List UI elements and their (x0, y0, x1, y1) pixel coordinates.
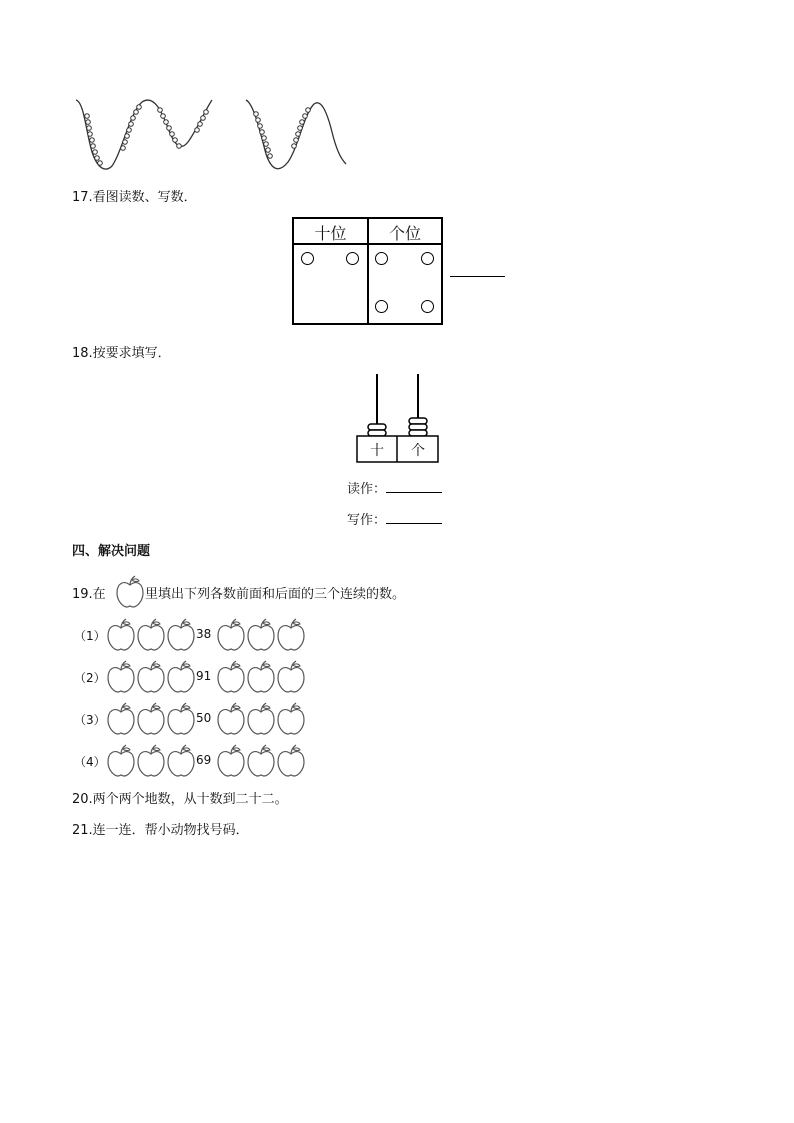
answer-blank-17[interactable] (450, 276, 505, 277)
apple-answer-icon[interactable] (217, 659, 245, 693)
apple-answer-icon[interactable] (107, 659, 135, 693)
given-number: 50 (196, 711, 212, 725)
place-value-chart (292, 217, 443, 325)
question-20: 20.两个两个地数，从十数到二十二。 (72, 792, 288, 807)
ones-counter-circle (421, 300, 434, 313)
question-17: 17.看图读数、写数． (72, 190, 197, 205)
apple-answer-icon[interactable] (247, 701, 275, 735)
apple-answer-icon[interactable] (277, 743, 305, 777)
apple-answer-icon[interactable] (277, 617, 305, 651)
apple-answer-icon[interactable] (137, 701, 165, 735)
ones-counter-circle (375, 300, 388, 313)
ones-counter-circle (421, 252, 434, 265)
ones-header: 个位 (388, 224, 421, 243)
question-19-suffix: 里填出下列各数前面和后面的三个连续的数。 (145, 587, 406, 602)
apple-answer-icon[interactable] (247, 617, 275, 651)
apple-answer-icon[interactable] (107, 743, 135, 777)
apple-answer-icon[interactable] (167, 617, 195, 651)
bead-strings-illustration (70, 92, 360, 182)
row-label: （1） (74, 629, 106, 643)
question-18: 18.按要求填写． (72, 346, 171, 361)
read-as-blank[interactable] (386, 480, 442, 493)
read-as-label: 读作： (347, 482, 387, 497)
apple-answer-icon[interactable] (217, 617, 245, 651)
ones-counter-circle (375, 252, 388, 265)
apple-answer-icon[interactable] (107, 617, 135, 651)
given-number: 69 (196, 753, 212, 767)
apple-answer-icon[interactable] (217, 701, 245, 735)
write-as-line (347, 509, 442, 528)
apple-answer-icon[interactable] (217, 743, 245, 777)
abacus-ones-label: 个 (411, 443, 425, 459)
apple-answer-icon[interactable] (107, 701, 135, 735)
apple-answer-icon[interactable] (167, 701, 195, 735)
apple-answer-icon[interactable] (277, 659, 305, 693)
tens-header: 十位 (314, 224, 347, 243)
read-as-line (347, 478, 442, 497)
given-number: 38 (196, 627, 212, 641)
apple-answer-icon[interactable] (247, 743, 275, 777)
row-label: （3） (74, 713, 106, 727)
apple-answer-icon[interactable] (247, 659, 275, 693)
apple-answer-icon[interactable] (277, 701, 305, 735)
apple-answer-icon[interactable] (167, 659, 195, 693)
question-19-prefix: 19.在 (72, 587, 106, 602)
abacus-tens-label: 十 (370, 443, 384, 459)
question-21: 21.连一连．帮小动物找号码． (72, 823, 249, 838)
tens-counter-circle (346, 252, 359, 265)
apple-answer-icon[interactable] (137, 659, 165, 693)
apple-answer-icon[interactable] (137, 743, 165, 777)
row-label: （2） (74, 671, 106, 685)
apple-answer-icon[interactable] (137, 617, 165, 651)
section-title: 四、解决问题 (72, 544, 151, 559)
apple-answer-icon[interactable] (167, 743, 195, 777)
row-label: （4） (74, 755, 106, 769)
write-as-blank[interactable] (386, 511, 442, 524)
given-number: 91 (196, 669, 212, 683)
write-as-label: 写作： (347, 513, 387, 528)
tens-counter-circle (301, 252, 314, 265)
apple-icon (116, 574, 144, 608)
